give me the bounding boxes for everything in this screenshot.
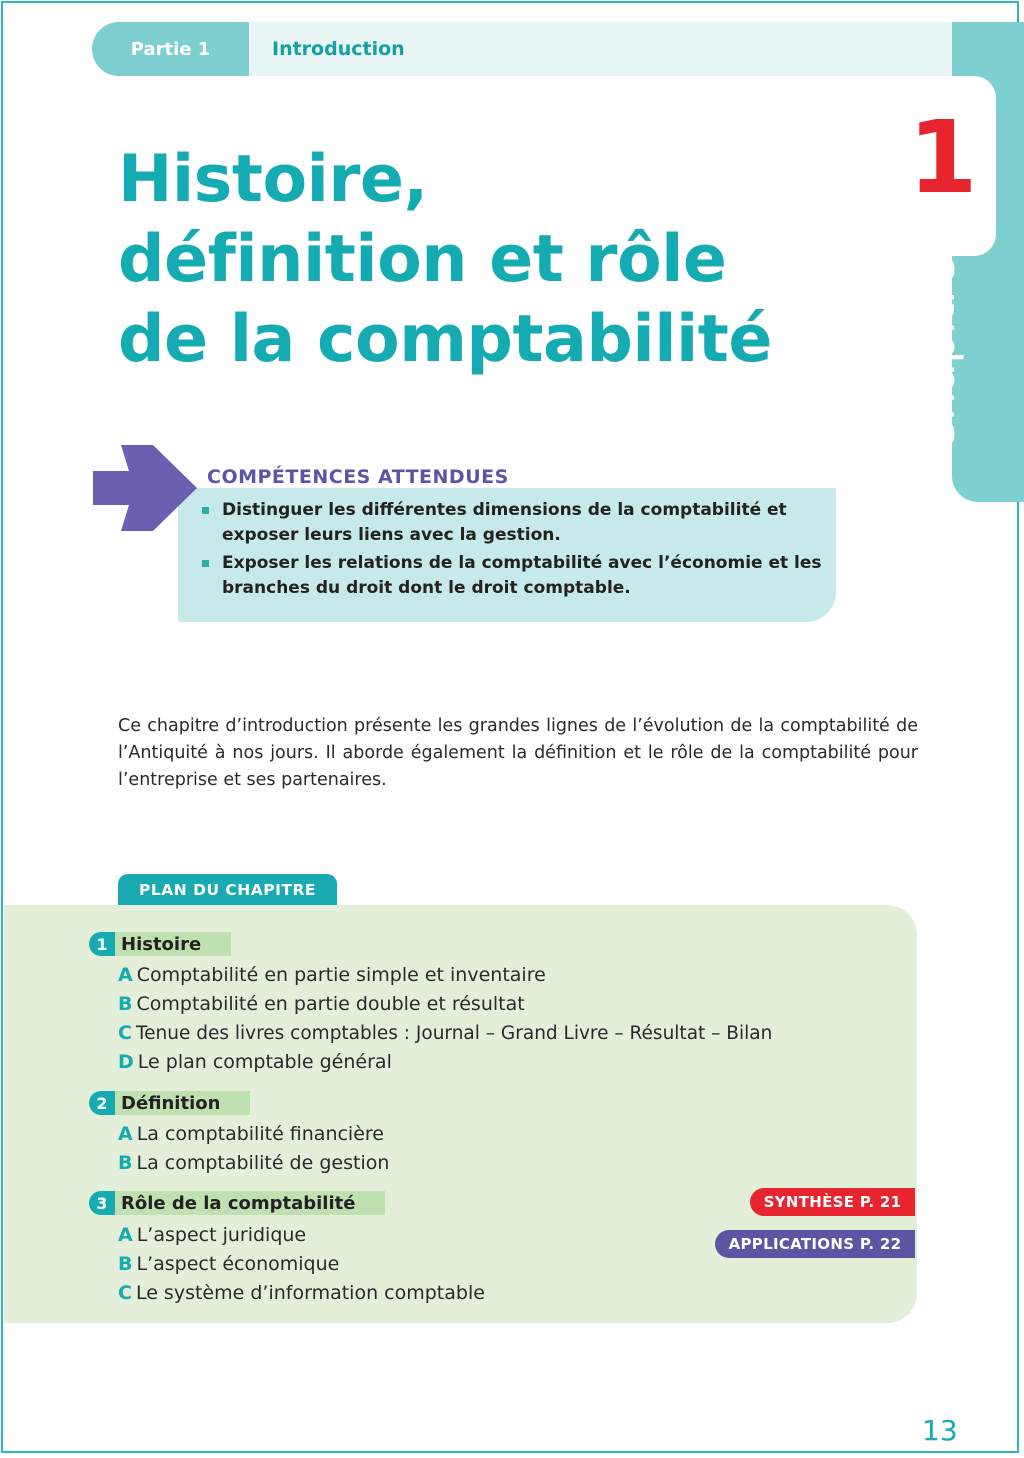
chapter-word [888,255,988,455]
part-title: Introduction [272,38,405,60]
section-number: 2 [89,1091,115,1115]
section-number: 3 [89,1191,115,1215]
intro-paragraph: Ce chapitre d’introduction présente les grandes lignes de l’évolution de la comptabilité de l’Antiquité à nos jours. Il aborde également la définition et le rôle de la comptabilité pour l’entreprise et ses partenaires. [118,716,918,790]
square-bullet-icon [202,560,209,567]
item-letter: A [118,1123,133,1145]
competence-text: Exposer les relations de la comptabilité avec l’économie et les branches du droit dont le droit comptable. [222,553,822,598]
competence-item [202,551,822,601]
competence-text: Distinguer les différentes dimensions de la comptabilité et exposer leurs liens avec la gestion. [222,500,787,545]
plan-item [118,1152,389,1174]
title-line: Histoire, [118,142,428,217]
item-letter: C [118,1022,132,1044]
item-text: La comptabilité financière [136,1123,384,1145]
square-bullet-icon [202,507,209,514]
plan-item [118,1022,772,1044]
arrow-right-icon [93,445,197,531]
plan-item [118,1123,384,1145]
plan-item [118,1282,485,1304]
item-text: La comptabilité de gestion [136,1152,390,1174]
item-text: L’aspect économique [136,1253,340,1275]
page-number: 13 [922,1414,958,1447]
plan-item [118,993,525,1015]
plan-item [118,964,546,986]
chapter-word-text: Chapitre [911,257,965,453]
plan-item [118,1051,392,1073]
item-text: Comptabilité en partie double et résultat [136,993,525,1015]
item-text: Le plan comptable général [137,1051,392,1073]
applications-link[interactable]: APPLICATIONS P. 22 [715,1230,915,1258]
item-letter: B [118,993,133,1015]
item-letter: D [118,1051,134,1073]
plan-label: PLAN DU CHAPITRE [118,874,337,906]
part-header [92,22,952,76]
competence-item [202,498,822,548]
synthese-link[interactable]: SYNTHÈSE P. 21 [750,1188,915,1216]
item-letter: A [118,964,133,986]
item-text: L’aspect juridique [136,1224,307,1246]
chapter-number: 1 [908,99,978,216]
title-line: définition et rôle [118,222,727,297]
item-letter: B [118,1152,133,1174]
section-title: Définition [115,1091,250,1115]
competences-title: COMPÉTENCES ATTENDUES [207,466,509,488]
plan-item [118,1224,306,1246]
item-text: Comptabilité en partie simple et inventaire [136,964,546,986]
chapter-title [118,140,878,380]
item-letter: C [118,1282,132,1304]
section-title: Histoire [115,932,231,956]
part-label: Partie 1 [92,22,249,76]
item-letter: A [118,1224,133,1246]
item-letter: B [118,1253,133,1275]
plan-section-1 [89,932,231,956]
section-number: 1 [89,932,115,956]
item-text: Le système d’information comptable [135,1282,485,1304]
plan-item [118,1253,339,1275]
plan-section-3 [89,1191,385,1215]
item-text: Tenue des livres comptables : Journal – Grand Livre – Résultat – Bilan [135,1023,773,1044]
title-line: de la comptabilité [118,302,772,377]
plan-section-2 [89,1091,250,1115]
section-title: Rôle de la comptabilité [115,1191,385,1215]
chapter-band-top [952,22,1024,78]
competences-list [202,498,822,604]
